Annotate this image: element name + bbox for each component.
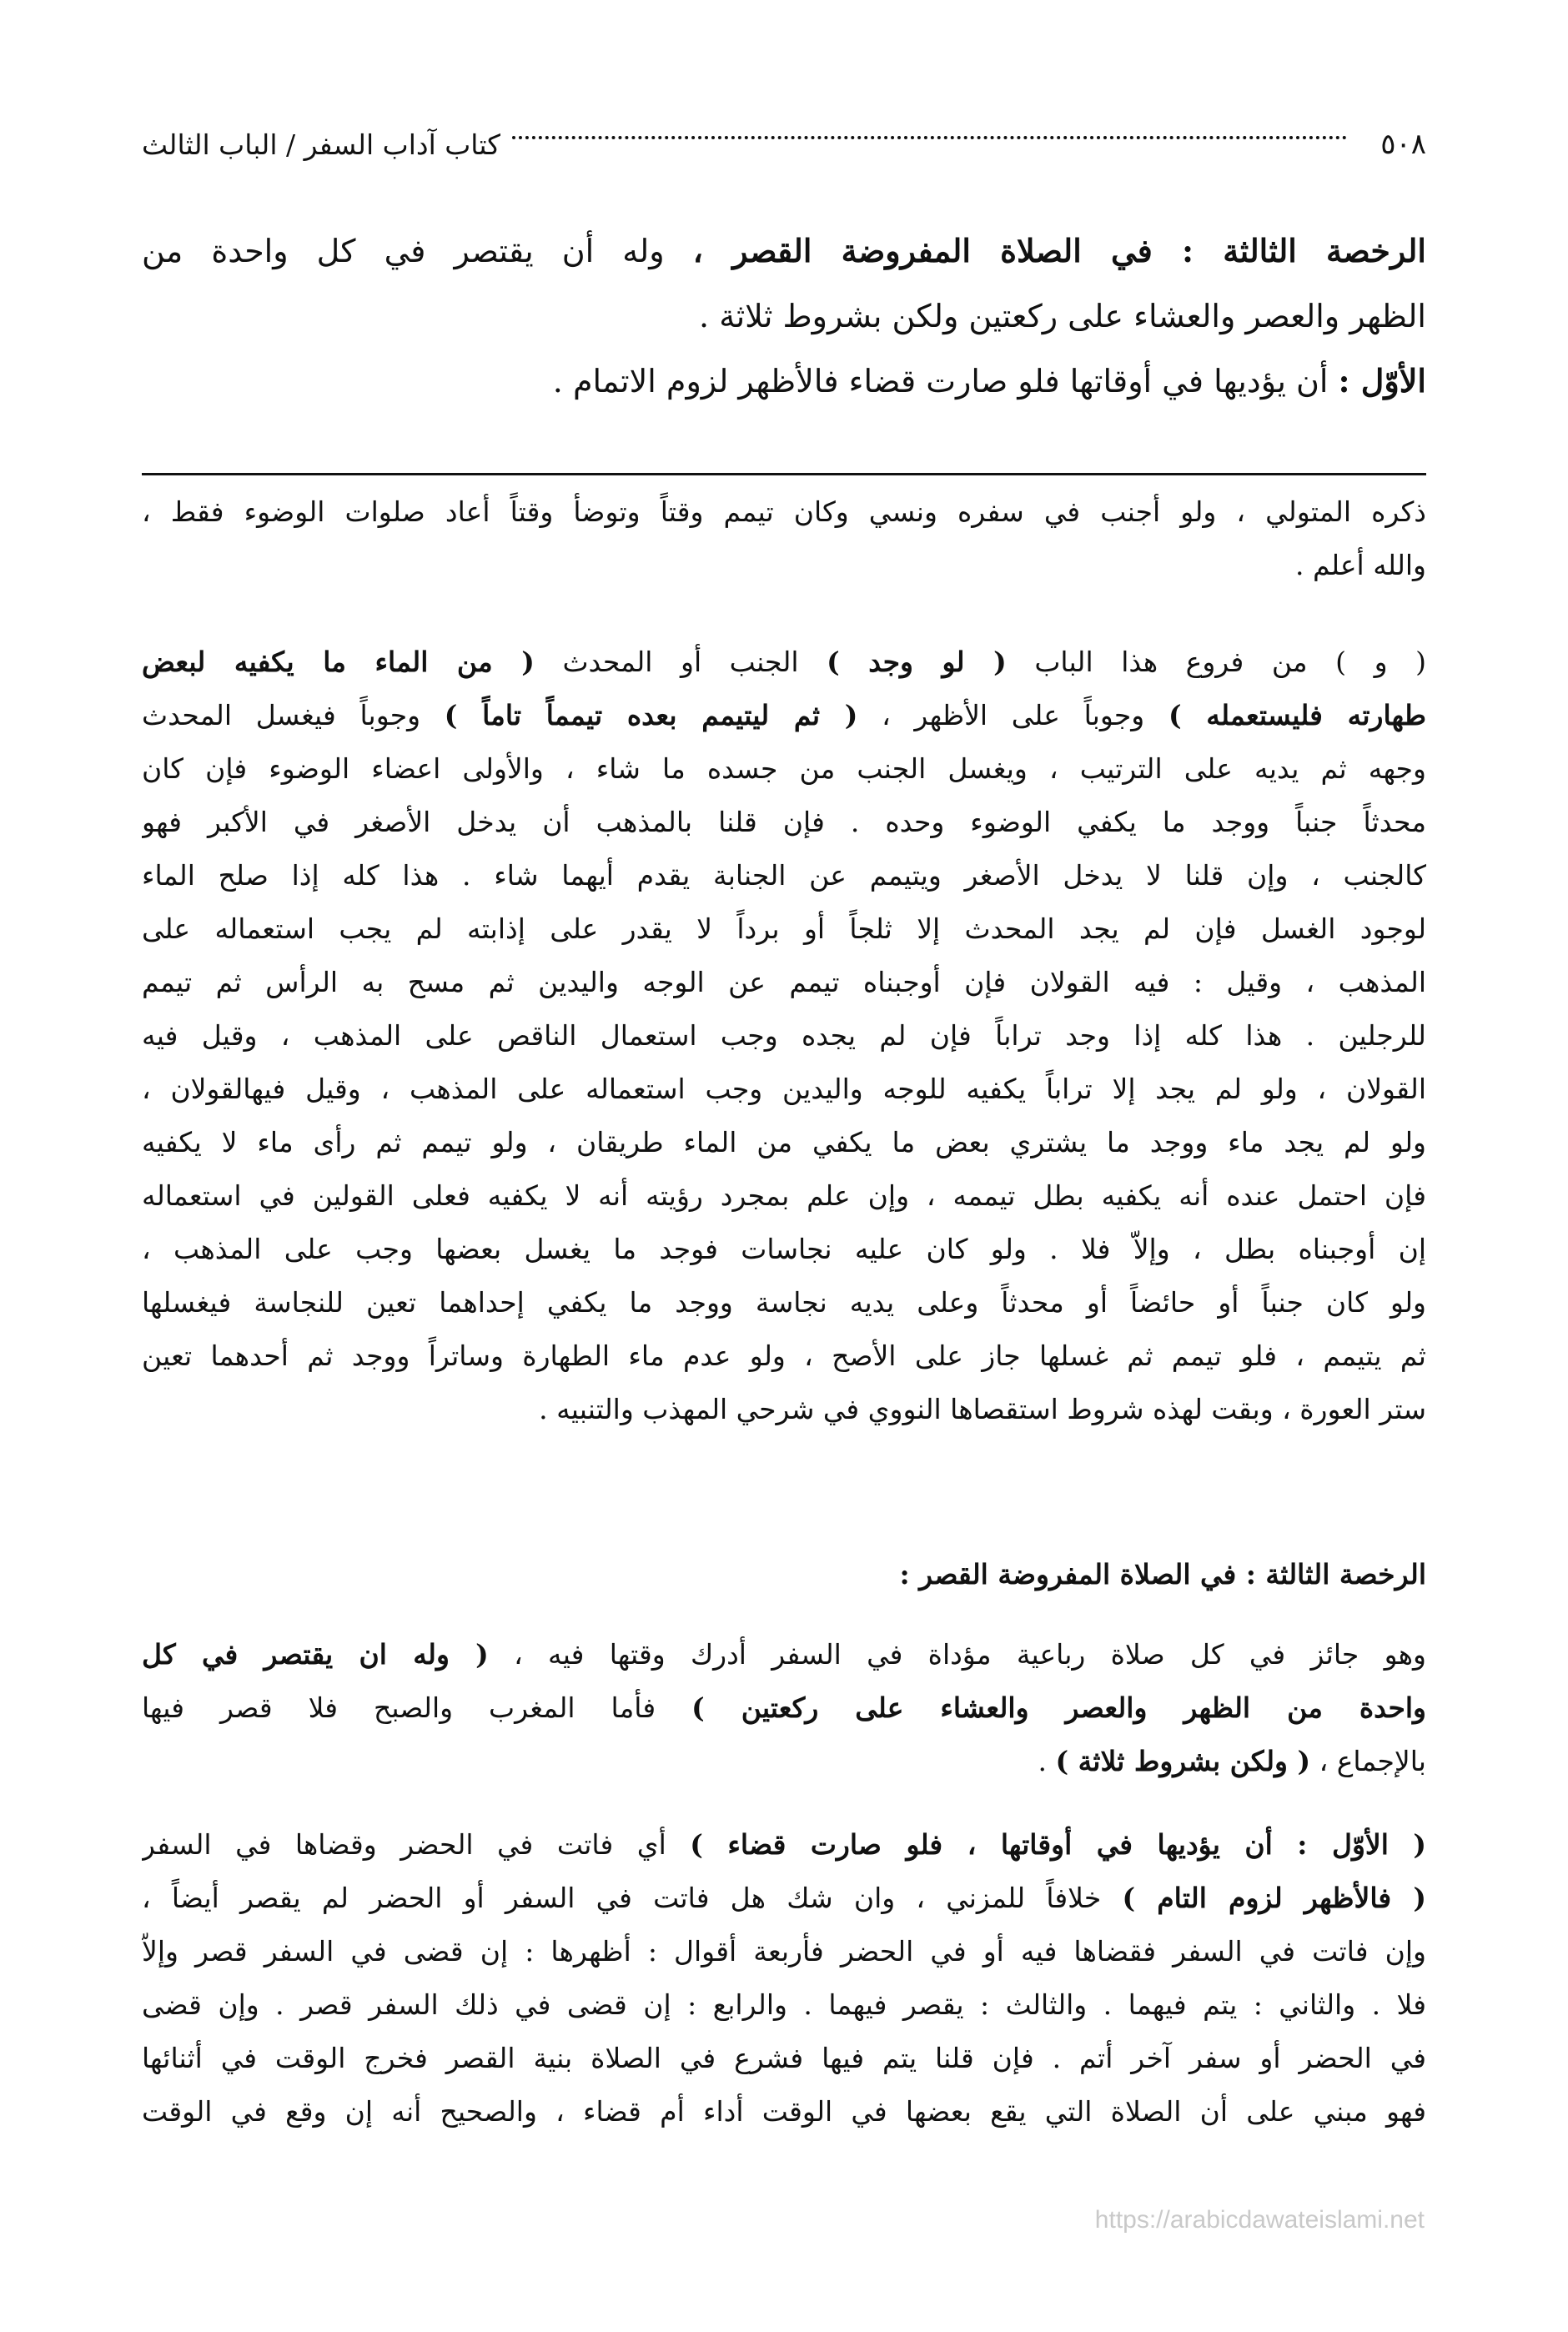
- commentary-line: ( فالأظهر لزوم التام ) خلافاً للمزني ، وان شك هل فاتت في السفر أو الحضر لم يقصر أيضاً ،: [142, 1882, 1426, 1914]
- commentary-line: فإن احتمل عنده أنه يكفيه بطل تيممه ، وإن علم بمجرد رؤيته أنه لا يكفيه فعلى القولين في استعماله: [142, 1179, 1426, 1212]
- header-dotted-leader: [512, 136, 1347, 139]
- footnote-continuation: [142, 485, 1426, 592]
- commentary-line: محدثاً جنباً ووجد ما يكفي الوضوء وحده . فإن قلنا بالمذهب أن يدخل الأصغر في الأكبر فهو: [142, 806, 1426, 838]
- commentary-line: فلا . والثاني : يتم فيهما . والثالث : يقصر فيهما . والرابع : إن قضى في ذلك السفر قصر . وإن قضى: [142, 1988, 1426, 2021]
- commentary-paragraph-2: [142, 1628, 1426, 1788]
- footnote-line: ذكره المتولي ، ولو أجنب في سفره ونسي وكان تيمم وقتاً وتوضأ وقتاً أعاد صلوات الوضوء فقط ،: [142, 495, 1426, 528]
- chapter-title: كتاب آداب السفر / الباب الثالث: [142, 128, 501, 161]
- matn-line: الرخصة الثالثة : في الصلاة المفروضة القصر ، وله أن يقتصر في كل واحدة من: [142, 232, 1426, 269]
- matn-line: الظهر والعصر والعشاء على ركعتين ولكن بشروط ثلاثة .: [699, 298, 1426, 334]
- commentary-line: في الحضر أو سفر آخر أتم . فإن قلنا يتم فيها فشرع في الصلاة بنية القصر فخرج الوقت في أثنائها: [142, 2042, 1426, 2074]
- commentary-line: فهو مبني على أن الصلاة التي يقع بعضها في الوقت أداء أم قضاء ، والصحيح أنه إن وقع في الوقت: [142, 2095, 1426, 2128]
- section-heading-text: الرخصة الثالثة : في الصلاة المفروضة القصر :: [899, 1558, 1426, 1591]
- commentary-paragraph-1: [142, 636, 1426, 1436]
- commentary-line: إن أوجبناه بطل ، وإلاّ فلا . ولو كان عليه نجاسات فوجد ما يغسل بعضها وجب على المذهب ،: [142, 1233, 1426, 1265]
- section-heading: [142, 1548, 1426, 1601]
- commentary-line: وهو جائز في كل صلاة رباعية مؤداة في السفر أدرك وقتها فيه ، ( وله ان يقتصر في كل: [142, 1638, 1426, 1671]
- commentary-line: واحدة من الظهر والعصر والعشاء على ركعتين ) فأما المغرب والصبح فلا قصر فيها: [142, 1691, 1426, 1724]
- commentary-paragraph-3: [142, 1818, 1426, 2139]
- commentary-line: بالإجماع ، ( ولكن بشروط ثلاثة ) .: [1038, 1745, 1426, 1777]
- commentary-line: للرجلين . هذا كله إذا وجد تراباً فإن لم يجده وجب استعمال الناقص على المذهب ، وقيل فيه: [142, 1019, 1426, 1052]
- commentary-line: لوجود الغسل فإن لم يجد المحدث إلا ثلجاً أو برداً لا يقدر على إذابته لم يجب استعماله على: [142, 912, 1426, 945]
- commentary-line: ثم يتيمم ، فلو تيمم ثم غسلها جاز على الأصح ، ولو عدم ماء الطهارة وساتراً ووجد ثم أحدهما تعين: [142, 1339, 1426, 1372]
- commentary-line: كالجنب ، وإن قلنا لا يدخل الأصغر ويتيمم عن الجنابة يقدم أيهما شاء . هذا كله إذا صلح الماء: [142, 859, 1426, 892]
- footnote-divider: [142, 473, 1426, 475]
- watermark-url: https://arabicdawateislami.net: [1094, 2206, 1425, 2234]
- footnote-line: والله أعلم .: [1295, 549, 1426, 581]
- commentary-line: طهارته فليستعمله ) وجوباً على الأظهر ، ( ثم ليتيمم بعده تيمماً تاماً ) وجوباً فيغسل المحدث: [142, 699, 1426, 731]
- commentary-line: وجهه ثم يديه على الترتيب ، ويغسل الجنب من جسده ما شاء ، والأولى اعضاء الوضوء فإن كان: [142, 752, 1426, 785]
- commentary-line: ستر العورة ، وبقت لهذه شروط استقصاها النووي في شرحي المهذب والتنبيه .: [539, 1393, 1426, 1425]
- commentary-line: ولو لم يجد ماء ووجد ما يشتري بعض ما يكفي من الماء طريقان ، ولو تيمم ثم رأى ماء لا يكفيه: [142, 1126, 1426, 1158]
- commentary-line: ( و ) من فروع هذا الباب ( لو وجد ) الجنب أو المحدث ( من الماء ما يكفيه لبعض: [142, 646, 1426, 678]
- matn-line: الأوّل : أن يؤديها في أوقاتها فلو صارت قضاء فالأظهر لزوم الاتمام .: [552, 362, 1426, 400]
- running-header: [142, 115, 1426, 173]
- commentary-line: وإن فاتت في السفر فقضاها فيه أو في الحضر فأربعة أقوال : أظهرها : إن قضى في السفر قصر وإلاّ: [142, 1935, 1426, 1968]
- commentary-line: ( الأوّل : أن يؤديها في أوقاتها ، فلو صارت قضاء ) أي فاتت في الحضر وقضاها في السفر: [142, 1828, 1426, 1861]
- page-number: ٥٠٨: [1380, 128, 1426, 161]
- commentary-line: المذهب ، وقيل : فيه القولان فإن أوجبناه تيمم عن الوجه واليدين ثم مسح به الرأس ثم تيمم: [142, 966, 1426, 998]
- commentary-line: القولان ، ولو لم يجد إلا تراباً يكفيه للوجه واليدين وجب استعماله على المذهب ، وقيل فيهالقولان ،: [142, 1073, 1426, 1105]
- matn-text: [142, 219, 1426, 414]
- commentary-line: ولو كان جنباً أو حائضاً أو محدثاً وعلى يديه نجاسة ووجد ما يكفي إحداهما تعين للنجاسة فيغسلها: [142, 1286, 1426, 1319]
